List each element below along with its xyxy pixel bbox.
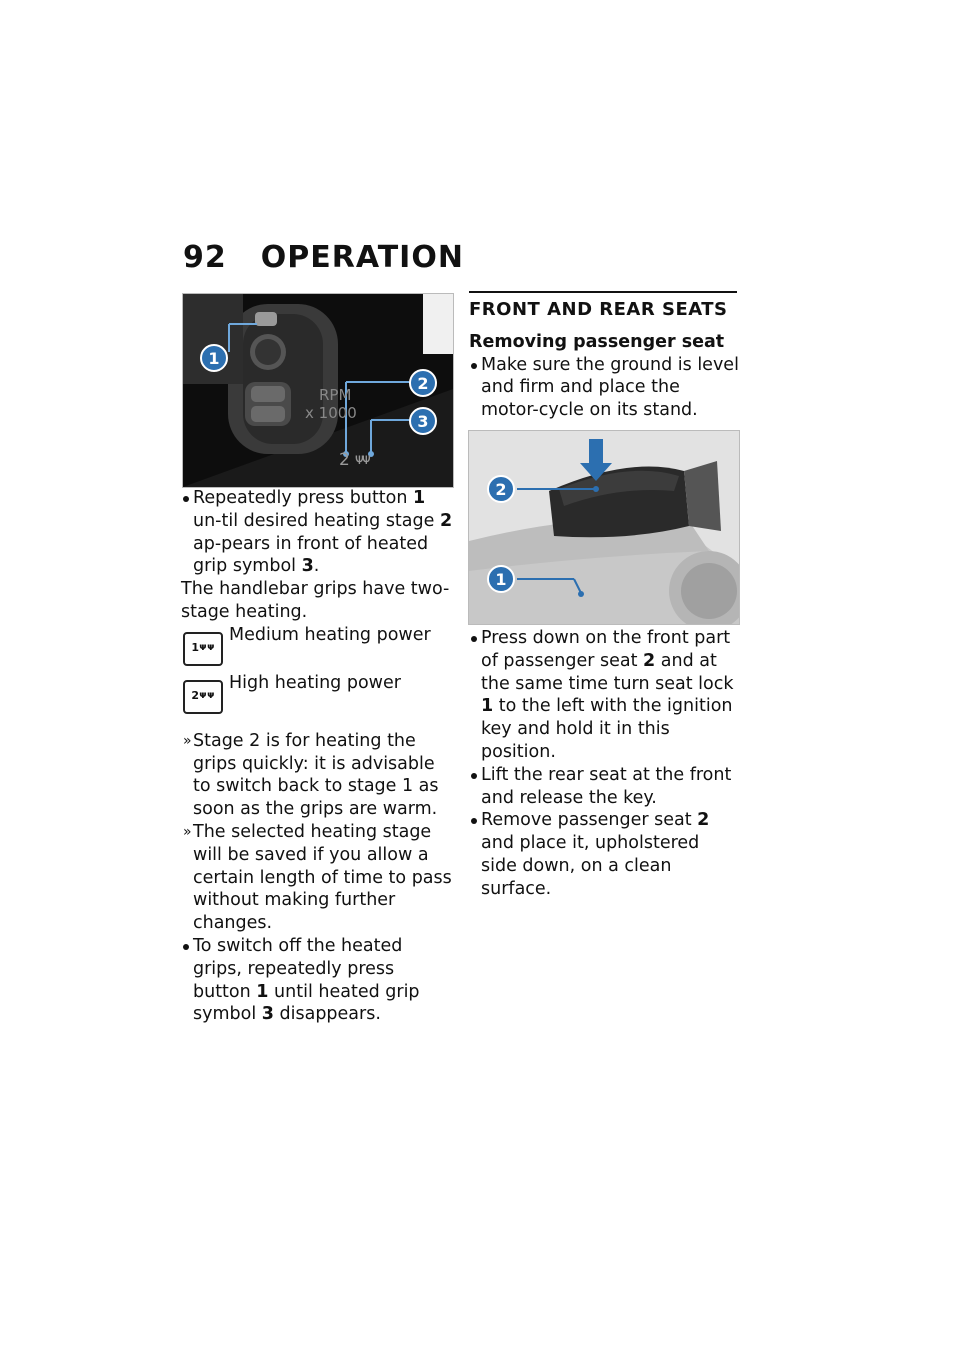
callout-2: 2 bbox=[487, 475, 515, 503]
two-stage-note: The handlebar grips have two-stage heating. bbox=[181, 579, 450, 622]
instruction-press-seat: Press down on the front part of passenger seat 2 and at the same time turn seat lock 1 to the left with the ignition key and hold it in this position. bbox=[469, 627, 739, 764]
instruction-press-button: Repeatedly press button 1 un-til desired heating stage 2 ap-pears in front of heated grip symbol 3. bbox=[181, 487, 453, 578]
instruction-remove-seat: Remove passenger seat 2 and place it, upholstered side down, on a clean surface. bbox=[469, 809, 739, 900]
page-number: 92 bbox=[183, 240, 227, 275]
heating-stage-1-icon: 1 ᴪᴪ bbox=[183, 632, 223, 666]
section-title: FRONT AND REAR SEATS bbox=[469, 299, 728, 320]
heating-stage-2-icon: 2 ᴪᴪ bbox=[183, 680, 223, 714]
right-column bbox=[469, 291, 739, 422]
heating-stage-readout: 2 bbox=[339, 450, 350, 470]
callout-2: 2 bbox=[409, 369, 437, 397]
instruction-level-ground: Make sure the ground is level and firm and place the motor-cycle on its stand. bbox=[469, 354, 739, 422]
heated-grip-symbol: ᴪᴪ bbox=[355, 450, 369, 468]
passenger-seat-illustration bbox=[469, 431, 739, 624]
passenger-seat-figure bbox=[468, 430, 740, 625]
icon-row-high bbox=[183, 672, 453, 714]
section-divider bbox=[469, 291, 737, 293]
icon-row-medium bbox=[183, 624, 453, 666]
medium-power-label: Medium heating power bbox=[229, 624, 431, 645]
page-header bbox=[183, 240, 464, 280]
right-column-lower bbox=[469, 627, 739, 901]
handlebar-switch-figure bbox=[182, 293, 454, 488]
instruction-switch-off: To switch off the heated grips, repeatedly press button 1 until heated grip symbol 3 disappears. bbox=[181, 935, 453, 1026]
instruction-lift-seat: Lift the rear seat at the front and release the key. bbox=[469, 764, 739, 810]
result-saved-stage: » The selected heating stage will be saved if you allow a certain length of time to pass without making further changes. bbox=[181, 821, 453, 935]
subsection-title: Removing passenger seat bbox=[469, 331, 725, 352]
callout-1: 1 bbox=[487, 565, 515, 593]
left-column bbox=[181, 487, 453, 1026]
result-stage-2: » Stage 2 is for heating the grips quickly: it is advisable to switch back to stage 1 as soon as the grips are warm. bbox=[181, 730, 453, 821]
rpm-label: RPM bbox=[319, 386, 352, 404]
high-power-label: High heating power bbox=[229, 672, 401, 693]
page-title: OPERATION bbox=[260, 240, 464, 275]
callout-3: 3 bbox=[409, 407, 437, 435]
callout-1: 1 bbox=[200, 344, 228, 372]
rpm-scale-label: x 1000 bbox=[305, 404, 357, 422]
